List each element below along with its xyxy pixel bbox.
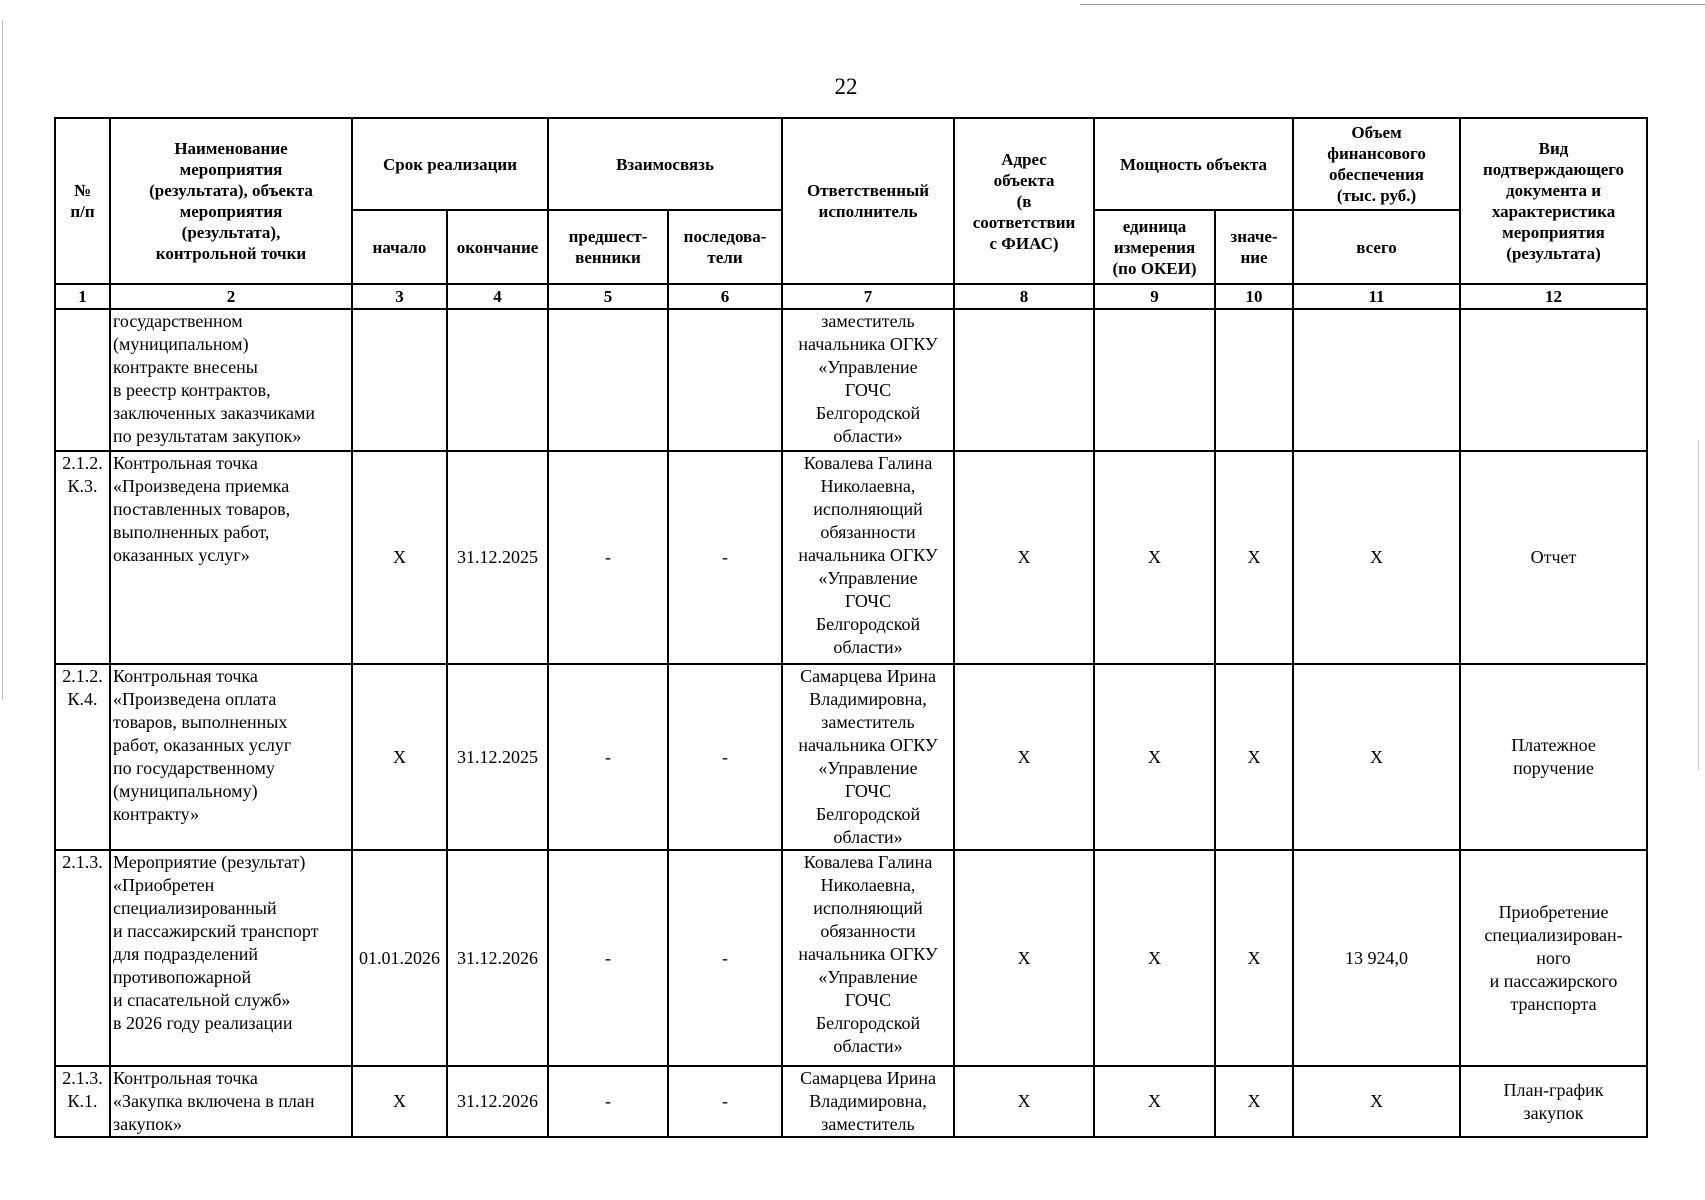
row-address: X	[954, 664, 1094, 850]
header-responsible: Ответственный исполнитель	[782, 118, 954, 284]
page-number: 22	[834, 74, 858, 99]
header-capacity-value: значе- ние	[1215, 210, 1293, 284]
table-row	[55, 850, 1647, 1066]
row-prev: -	[548, 1066, 668, 1137]
column-number: 8	[954, 284, 1094, 309]
row-document: Приобретение специализирован- ного и пассажирского транспорта	[1460, 850, 1647, 1066]
column-number: 1	[55, 284, 110, 309]
row-unit: X	[1094, 850, 1215, 1066]
row-name: Контрольная точка «Произведена приемка поставленных товаров, выполненных работ, оказанных услуг»	[110, 451, 352, 664]
row-value	[1215, 309, 1293, 451]
row-name: Мероприятие (результат) «Приобретен специализированный и пассажирский транспорт для подразделений противопожарной и спасательной служб» в 2026 году реализации	[110, 850, 352, 1066]
row-funding: X	[1293, 1066, 1460, 1137]
row-funding	[1293, 309, 1460, 451]
header-capacity-unit: единица измерения (по ОКЕИ)	[1094, 210, 1215, 284]
column-number: 6	[668, 284, 782, 309]
row-address: X	[954, 1066, 1094, 1137]
row-number: 2.1.2. К.4.	[55, 664, 110, 850]
header-capacity: Мощность объекта	[1094, 118, 1293, 210]
header-relation-prev: предшест- венники	[548, 210, 668, 284]
row-responsible: заместитель начальника ОГКУ «Управление ГОЧС Белгородской области»	[782, 309, 954, 451]
row-start	[352, 309, 447, 451]
row-document: План-график закупок	[1460, 1066, 1647, 1137]
table-row	[55, 1066, 1647, 1137]
row-prev: -	[548, 664, 668, 850]
header-document: Вид подтверждающего документа и характеристика мероприятия (результата)	[1460, 118, 1647, 284]
row-next	[668, 309, 782, 451]
table-row	[55, 664, 1647, 850]
header-term-start: начало	[352, 210, 447, 284]
column-number: 11	[1293, 284, 1460, 309]
row-start: X	[352, 451, 447, 664]
row-funding: 13 924,0	[1293, 850, 1460, 1066]
table-row	[55, 309, 1647, 451]
row-end	[447, 309, 548, 451]
row-next: -	[668, 1066, 782, 1137]
row-address	[954, 309, 1094, 451]
header-funding: Объем финансового обеспечения (тыс. руб.)	[1293, 118, 1460, 210]
row-prev: -	[548, 850, 668, 1066]
column-number: 4	[447, 284, 548, 309]
row-prev	[548, 309, 668, 451]
row-address: X	[954, 451, 1094, 664]
scan-edge-left	[2, 20, 3, 700]
row-document: Платежное поручение	[1460, 664, 1647, 850]
row-next: -	[668, 850, 782, 1066]
row-number: 2.1.3. К.1.	[55, 1066, 110, 1137]
header-funding-total: всего	[1293, 210, 1460, 284]
header-address: Адрес объекта (в соответствии с ФИАС)	[954, 118, 1094, 284]
row-next: -	[668, 451, 782, 664]
header-number: № п/п	[55, 118, 110, 284]
scan-edge-right	[1698, 440, 1699, 770]
row-value: X	[1215, 451, 1293, 664]
row-start: X	[352, 664, 447, 850]
row-end: 31.12.2026	[447, 1066, 548, 1137]
row-start: 01.01.2026	[352, 850, 447, 1066]
row-document: Отчет	[1460, 451, 1647, 664]
row-end: 31.12.2026	[447, 850, 548, 1066]
row-number: 2.1.2. К.3.	[55, 451, 110, 664]
row-document	[1460, 309, 1647, 451]
header-relation: Взаимосвязь	[548, 118, 782, 210]
implementation-plan-table	[54, 117, 1648, 1138]
row-next: -	[668, 664, 782, 850]
table-row	[55, 451, 1647, 664]
column-number: 5	[548, 284, 668, 309]
row-unit: X	[1094, 1066, 1215, 1137]
row-responsible: Ковалева Галина Николаевна, исполняющий обязанности начальника ОГКУ «Управление ГОЧС Белгородской области»	[782, 451, 954, 664]
column-number: 9	[1094, 284, 1215, 309]
row-end: 31.12.2025	[447, 664, 548, 850]
row-value: X	[1215, 664, 1293, 850]
row-funding: X	[1293, 664, 1460, 850]
row-name: государственном (муниципальном) контракте внесены в реестр контрактов, заключенных заказчиками по результатам закупок»	[110, 309, 352, 451]
row-name: Контрольная точка «Произведена оплата товаров, выполненных работ, оказанных услуг по государственному (муниципальному) контракту»	[110, 664, 352, 850]
header-name: Наименование мероприятия (результата), объекта мероприятия (результата), контрольной точки	[110, 118, 352, 284]
column-number: 3	[352, 284, 447, 309]
row-number	[55, 309, 110, 451]
row-prev: -	[548, 451, 668, 664]
row-responsible: Самарцева Ирина Владимировна, заместитель	[782, 1066, 954, 1137]
column-number: 7	[782, 284, 954, 309]
row-end: 31.12.2025	[447, 451, 548, 664]
column-number: 12	[1460, 284, 1647, 309]
row-value: X	[1215, 850, 1293, 1066]
row-unit: X	[1094, 451, 1215, 664]
row-funding: X	[1293, 451, 1460, 664]
row-responsible: Ковалева Галина Николаевна, исполняющий обязанности начальника ОГКУ «Управление ГОЧС Белгородской области»	[782, 850, 954, 1066]
header-term-end: окончание	[447, 210, 548, 284]
row-address: X	[954, 850, 1094, 1066]
scan-edge-top	[1080, 4, 1705, 5]
row-responsible: Самарцева Ирина Владимировна, заместитель начальника ОГКУ «Управление ГОЧС Белгородской области»	[782, 664, 954, 850]
header-relation-next: последова- тели	[668, 210, 782, 284]
row-name: Контрольная точка «Закупка включена в план закупок»	[110, 1066, 352, 1137]
row-start: X	[352, 1066, 447, 1137]
row-number: 2.1.3.	[55, 850, 110, 1066]
row-unit: X	[1094, 664, 1215, 850]
row-unit	[1094, 309, 1215, 451]
header-term: Срок реализации	[352, 118, 548, 210]
column-number: 2	[110, 284, 352, 309]
column-number: 10	[1215, 284, 1293, 309]
row-value: X	[1215, 1066, 1293, 1137]
